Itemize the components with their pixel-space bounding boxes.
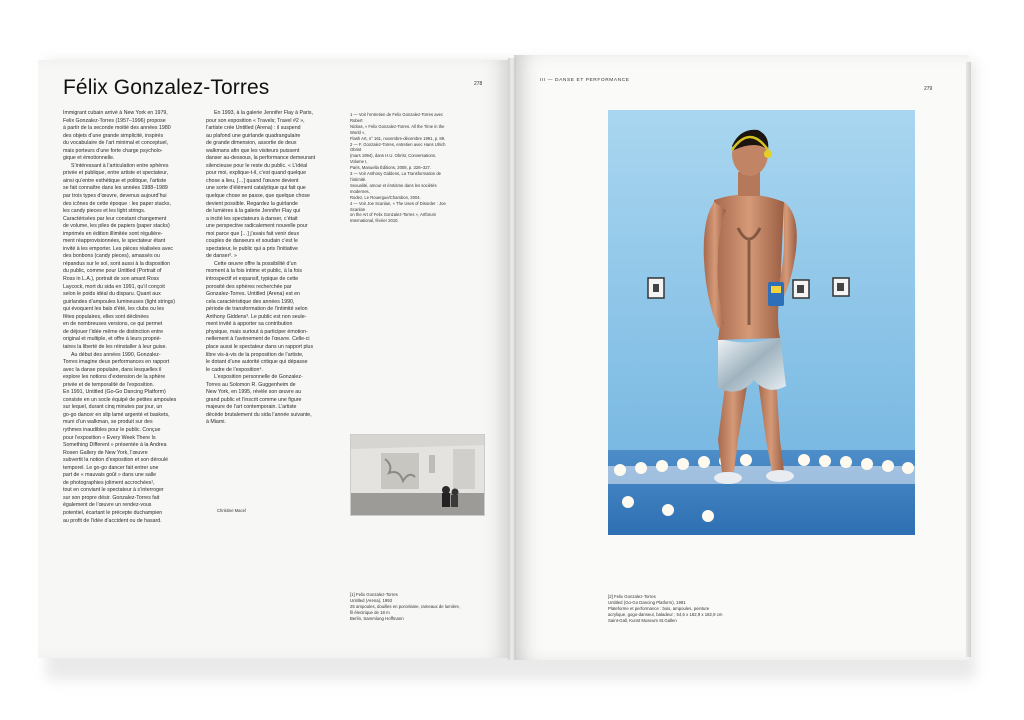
author-signature: Christine Macel	[217, 508, 246, 513]
body-text-line: des icônes de cette époque : les paper stacks,	[63, 200, 171, 207]
body-text-line: spectateur, le public qui a pris l’initiative	[206, 245, 298, 252]
body-text-line: Immigrant cubain arrivé à New York en 1979,	[63, 110, 168, 116]
body-text-line: Rosen Gallery de New York, l’œuvre	[63, 449, 148, 456]
body-text-line: guirlandes d’ampoules lumineuses (light strings)	[63, 298, 176, 305]
body-text-line: gique et émotionnelle.	[63, 155, 115, 162]
body-text-line: le dotant d’une autorité critique qui dépasse	[206, 359, 308, 366]
body-text-line: du vocabulaire de l’art minimal et conceptuel,	[63, 140, 169, 147]
body-text-line: pour son exposition « Travels; Travel #2 »,	[206, 117, 305, 124]
body-text-line: temporel. Le go-go dancer fait entrer une	[63, 464, 159, 471]
body-text-line: libre vis-à-vis de la proposition de l’artiste,	[206, 351, 304, 358]
body-text-line: Felix Gonzalez-Torres (1957–1996) propose	[63, 117, 166, 124]
body-text-line: selon le poids idéal du disparu. Quant aux	[63, 291, 161, 298]
body-text-line: ment réapprovisionnées, le spectateur étant	[63, 238, 166, 245]
body-text-line: du public, comme pour Untitled (Portrait of	[63, 268, 162, 275]
body-text-line: moi parce que […] j’avais fait venir deux	[206, 230, 300, 237]
footnote-line: Rodez, Le Rouergue/Chambon, 2004.	[350, 194, 421, 200]
body-text-line: privée et de temporalité de l’exposition.	[63, 381, 155, 388]
text-column-1	[63, 110, 203, 525]
body-text-line: New York, en 1995, révèle son œuvre au	[206, 389, 302, 396]
footnote-line: on the Art of Felix Gonzalez-Torres », Artforum	[350, 212, 437, 218]
body-text-line: cela caractéristique des années 1990,	[206, 298, 295, 305]
body-text-line: sur son propre désir. Gonzalez-Torres fait	[63, 494, 160, 501]
body-text-line: Caractérisées par leur constant changement	[63, 215, 167, 222]
body-text-line: Cette œuvre offre la possibilité d’un	[214, 260, 297, 267]
body-text-line: invité à les emporter. Les pièces réalisées avec	[63, 245, 174, 252]
body-text-line: ment invité à apporter sa contribution	[206, 321, 293, 328]
left-page-number: 278	[474, 81, 483, 87]
body-text-line: l’artiste crée Untitled (Arena) : il suspend	[206, 125, 301, 132]
body-text-line: original et multiple, et offre à leurs proprié-	[63, 336, 162, 343]
caption-line: [2] Felix Gonzalez-Torres	[608, 594, 656, 599]
body-text-line: a incité les spectateurs à danser, c’était	[206, 215, 298, 222]
body-text-line: pour l’exposition « Every Week There Is	[63, 434, 156, 441]
body-text-line: une perspective radicalement nouvelle pour	[206, 223, 308, 230]
caption-line: acrylique, gogo-danseur, baladeur ; 54,6 x 182,9 x 182,9 cm	[608, 612, 723, 617]
text-column-2	[206, 110, 344, 427]
body-text-line: physique, mais surtout à participer émotion-	[206, 328, 308, 335]
body-text-line: également de l’œuvre un rendez-vous	[63, 502, 152, 509]
body-text-line: rythmes inaudibles pour le public. Conçue	[63, 426, 161, 433]
body-text-line: se fait connaître dans les années 1988–1989	[63, 185, 168, 192]
right-page-number: 279	[924, 86, 933, 92]
body-text-line: mais porteurs d’une forte charge psycholo-	[63, 147, 163, 154]
figure-1-caption	[350, 592, 475, 622]
body-text-line: muni d’un walkman, se produit sur des	[63, 419, 153, 426]
body-text-line: de lumières à la galerie Jennifer Flay qui	[206, 208, 301, 215]
body-text-line: part de « mauvais goût » dans une salle	[63, 472, 157, 479]
body-text-line: de photographies joliment accrochées¹,	[63, 479, 155, 486]
body-text-line: danser au-dessous, la performance demeurant	[206, 155, 316, 162]
body-text-line: Torres imagine deux performances en rapport	[63, 359, 170, 366]
body-text-line: Torres au Solomon R. Guggenheim de	[206, 381, 296, 388]
body-text-line: grand public et l’inscrit comme une figure	[206, 396, 302, 403]
book-gutter	[508, 58, 516, 660]
body-text-line: période de transformation de l’intimité selon	[206, 306, 308, 313]
body-text-line: à partir de la seconde moitié des années 1980	[63, 125, 171, 132]
body-text-line: de déjouer l’idée même de distinction entre	[63, 328, 164, 335]
footnote-line: International, février 2010.	[350, 218, 399, 224]
figure-2-caption	[608, 594, 778, 624]
body-text-line: imprimés en édition illimitée sont régulière-	[63, 230, 163, 237]
caption-line: Berlin, Sammlung Hoffmann	[350, 616, 404, 621]
body-text-line: fêtes populaires, elles sont déclinées	[63, 313, 149, 320]
body-text-line: Ross in L.A.), portrait de son amant Ross	[63, 276, 159, 283]
body-text-line: Anthony Giddens³. Le public est non seule-	[206, 313, 307, 320]
caption-line: [1] Felix Gonzalez-Torres	[350, 592, 398, 597]
body-text-line: répandus sur le sol, sont aussi à la disposition	[63, 260, 171, 267]
body-text-line: introspectif et expansif, typique de cette	[206, 276, 299, 283]
footnote-line: Flash Art, n° 161, novembre-décembre 1991, p. 89.	[350, 135, 446, 141]
footnote-line: Nickas, « Felix Gonzalez-Torres. All the Time in the World »,	[350, 123, 445, 135]
body-text-line: nellement à l’avènement de l’œuvre. Celle-ci	[206, 336, 310, 343]
body-text-line: une sorte d’élément catalytique qui fait que	[206, 185, 306, 192]
body-text-line: taires la liberté de les réinstaller à leur guise.	[63, 343, 167, 350]
caption-line: 25 ampoules, douilles en porcelaine, rameaux de lumière,	[350, 604, 461, 609]
footnote-line: Paris, Manuella Éditions, 2008, p. 326–327.	[350, 165, 432, 171]
body-text-line: privée et publique, entre artiste et spectateur,	[63, 170, 169, 177]
body-text-line: Laycock, mort du sida en 1991, qu’il conçoit	[63, 283, 165, 290]
body-text-line: à Miami.	[206, 419, 226, 426]
body-text-line: le cadre de l’exposition⁴.	[206, 366, 264, 373]
caption-line: Untitled (Go-Go Dancing Platform), 1991	[608, 600, 686, 605]
body-text-line: moment à la fois intime et public, à la fois	[206, 268, 303, 275]
body-text-line: place aussi le spectateur dans un rapport plus	[206, 343, 314, 350]
body-text-line: porosité des sphères recherchée par	[206, 283, 292, 290]
caption-line: Untitled (Arena), 1993	[350, 598, 393, 603]
caption-line: fil électrique de 18 m	[350, 610, 390, 615]
body-text-line: En 1991, Untitled (Go-Go Dancing Platform)	[63, 389, 166, 396]
body-text-line: Gonzalez-Torres. Untitled (Arena) est en	[206, 291, 300, 298]
body-text-line: Au début des années 1990, Gonzalez-	[71, 351, 161, 358]
body-text-line: des objets d’une grande simplicité, inspirés	[63, 132, 164, 139]
body-text-line: potentiel, écartant le précepte duchampien	[63, 509, 163, 516]
body-text-line: tout en conviant le spectateur à s’interroger	[63, 487, 164, 494]
body-text-line: pour moi, explique-t-il, c’est quand quelque	[206, 170, 307, 177]
caption-line: Plateforme et performance : bois, ampoules, peinture	[608, 606, 710, 611]
body-text-line: par trois types d’œuvre, devenus aujourd’hui	[63, 193, 167, 200]
gallery-installation-photo	[350, 434, 485, 516]
body-text-line: sur lequel, durant cinq minutes par jour, un	[63, 404, 163, 411]
footnote-line: 2 — F. Gonzalez-Torres, entretien avec Hans Ulrich Obrist	[350, 141, 446, 153]
body-text-line: En 1993, à la galerie Jennifer Flay à Paris,	[214, 110, 313, 116]
body-text-line: go-go dancer en slip lamé argenté et baskets,	[63, 411, 170, 418]
body-text-line: silencieuse pour le reste du public. « L’idéal	[206, 162, 308, 169]
body-text-line: L’exposition personnelle de Gonzalez-	[214, 374, 303, 381]
footnote-line: 3 — Voir Anthony Giddens, La Transformation de l’intimité.	[350, 171, 442, 182]
body-text-line: au plafond une guirlande quadrangulaire	[206, 132, 301, 139]
page-edge	[966, 62, 971, 657]
body-text-line: en de nombreuses versions, ce qui permet	[63, 321, 163, 328]
footnote-line: Sexualité, amour et érotisme dans les sociétés modernes,	[350, 182, 437, 194]
footnotes	[350, 112, 450, 224]
body-text-line: devient possible. Regardez la guirlande	[206, 200, 298, 207]
body-text-line: majeure de l’art contemporain. L’artiste	[206, 404, 297, 411]
body-text-line: de grande dimension, assortie de deux	[206, 140, 297, 147]
body-text-line: de danser². »	[206, 253, 237, 260]
body-text-line: chose a lieu, […] quand l’œuvre devient	[206, 177, 299, 184]
body-text-line: qui évoquent les bals d’été, les clubs ou les	[63, 306, 164, 313]
section-header: III — DANSE ET PERFORMANCE	[540, 78, 630, 83]
caption-line: Saint-Gall, Kunst Museum St.Gallen	[608, 618, 677, 623]
body-text-line: au profit de l’idée d’accident ou de hasard.	[63, 517, 162, 524]
body-text-line: consiste en un socle équipé de petites ampoules	[63, 396, 177, 403]
body-text-line: couples de danseurs et soudain c’est le	[206, 238, 298, 245]
footnote-line: 4 — Voir Joe Scanlan, « The Uses of Disorder : Joe Scanlan	[350, 200, 446, 212]
body-text-line: Something Different » présentée à la Andrea	[63, 442, 167, 449]
body-text-line: avec la danse populaire, dans lesquelles il	[63, 366, 162, 373]
article-title: Félix Gonzalez-Torres	[63, 76, 270, 99]
body-text-line: explore les notions d’extension de la sphère	[63, 374, 166, 381]
body-text-line: subvertit la notion d’exposition et son déroulé	[63, 457, 169, 464]
body-text-line: ainsi qu’entre esthétique et politique, l’artiste	[63, 177, 167, 184]
footnote-line: (mars 1994), dans H.U. Obrist, Conversations. Volume I,	[350, 153, 437, 165]
go-go-dancer-photo	[608, 110, 915, 535]
body-text-line: décède brutalement du sida l’année suivante,	[206, 411, 312, 418]
body-text-line: de volume, les piles de papiers (paper stacks)	[63, 223, 170, 230]
body-text-line: quelque chose se passe, que quelque chose	[206, 193, 310, 200]
footnote-line: 1 — Voir l’entretien de Felix Gonzalez-Torres avec Robert	[350, 112, 444, 123]
body-text-line: S’intéressant à l’articulation entre sphères	[71, 162, 169, 169]
body-text-line: des bonbons (candy pieces), amassés ou	[63, 253, 160, 260]
body-text-line: les candy pieces et les light strings.	[63, 208, 146, 215]
body-text-line: walkmans afin que les visiteurs puissent	[206, 147, 300, 154]
